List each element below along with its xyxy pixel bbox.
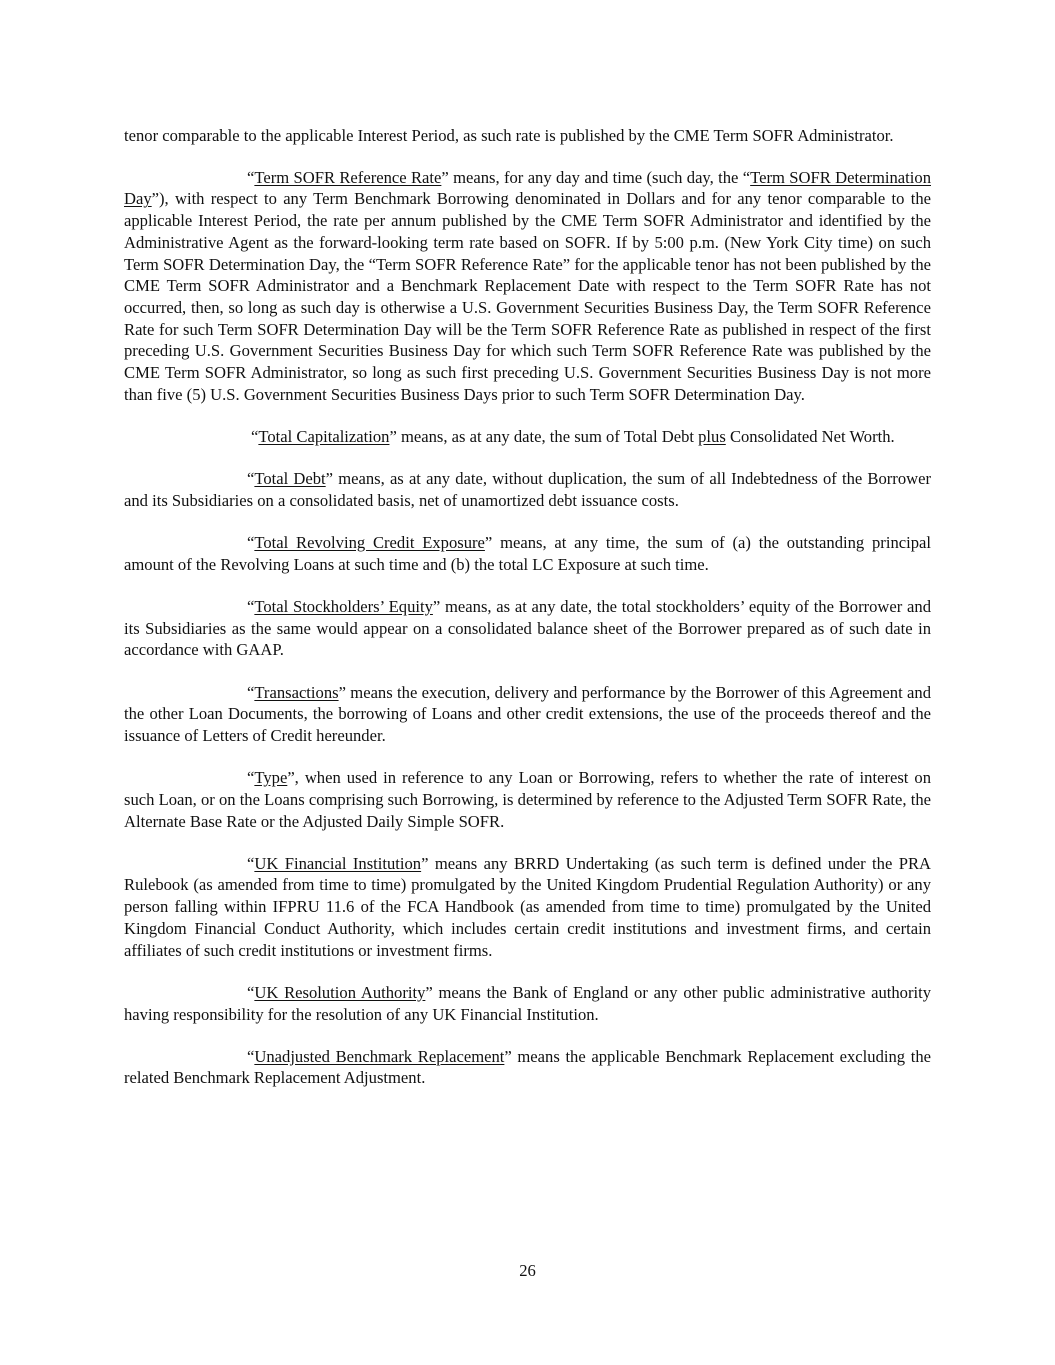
defined-term: Total Revolving Credit Exposure — [254, 533, 485, 553]
text-run: “ — [247, 469, 255, 489]
defined-term: Term SOFR Determination Day — [124, 167, 931, 209]
defined-term: Total Stockholders’ Equity — [254, 596, 433, 616]
text-run: ”), with respect to any Term Benchmark Borrowing denominated in Dollars and for any tenor comparable to the applicable Interest Period, the rate per annum published by the CME Term SOFR Administrator and identified by the Administrative Agent as the forward-looking term rate based on SOFR. If by 5:00 p.m. (New York City time) on such Term SOFR Determination Day, the “Term SOFR Reference Rate” for the applicable tenor has not been published by the CME Term SOFR Administrator and a Benchmark Replacement Date with respect to the Term SOFR Rate has not occurred, then, so long as such day is otherwise a U.S. Government Securities Business Day, the Term SOFR Reference Rate for such Term SOFR Determination Day will be the Term SOFR Reference Rate as published in respect of the first preceding U.S. Government Securities Business Day for which such Term SOFR Reference Rate was published by the CME Term SOFR Administrator, so long as such first preceding U.S. Government Securities Business Day is not more than five (5) U.S. Government Securities Business Days prior to such Term SOFR Determination Day. — [124, 189, 931, 404]
document-body — [124, 125, 931, 1110]
definition-total-capitalization — [124, 426, 931, 448]
definition-transactions — [124, 682, 931, 747]
defined-term: UK Financial Institution — [254, 853, 422, 873]
text-run: tenor comparable to the applicable Interest Period, as such rate is published by the CME Term SOFR Administrator. — [124, 126, 894, 145]
text-run: ” means any BRRD Undertaking (as such term is defined under the PRA Rulebook (as amended from time to time) promulgated by the United Kingdom Prudential Regulation Authority) or any person falling within IFPRU 11.6 of the FCA Handbook (as amended from time to time) promulgated by the United Kingdom Financial Conduct Authority, which includes certain credit institutions and investment firms, and certain affiliates of such credit institutions or investment firms. — [124, 853, 931, 960]
defined-term: Type — [254, 768, 288, 788]
text-run: ” means, at any time, the sum of (a) the outstanding principal amount of the Revolving Loans at such time and (b) the total LC Exposure at such time. — [124, 533, 931, 574]
text-run: ” means, as at any date, without duplication, the sum of all Indebtedness of the Borrower and its Subsidiaries on a consolidated basis, net of unamortized debt issuance costs. — [124, 469, 931, 510]
text-run: “ — [247, 533, 255, 553]
defined-term: UK Resolution Authority — [254, 982, 426, 1002]
text-run: ”, when used in reference to any Loan or Borrowing, refers to whether the rate of interest on such Loan, or on the Loans comprising such Borrowing, is determined by reference to the Adjusted Term SOFR Rate, the Alternate Base Rate or the Adjusted Daily Simple SOFR. — [124, 768, 931, 831]
text-run: “ — [247, 853, 255, 873]
text-run: ” means the applicable Benchmark Replacement excluding the related Benchmark Replacement Adjustment. — [124, 1046, 931, 1088]
defined-term: Total Debt — [254, 469, 326, 489]
text-run: “ — [247, 768, 255, 788]
definition-uk-resolution-authority — [124, 982, 931, 1025]
text-run: “ — [247, 982, 255, 1002]
definition-total-revolving-credit-exposure — [124, 532, 931, 575]
definition-term-sofr-reference-rate — [124, 167, 931, 406]
text-run: “ — [251, 426, 259, 446]
definition-type — [124, 767, 931, 832]
text-run: “ — [247, 1046, 255, 1066]
definition-total-debt — [124, 468, 931, 511]
paragraph-tenor-continuation — [124, 125, 931, 147]
definition-unadjusted-benchmark-replacement — [124, 1046, 931, 1089]
text-run: ” means the execution, delivery and performance by the Borrower of this Agreement and the other Loan Documents, the borrowing of Loans and other credit extensions, the use of the proceeds thereof and the issuance of Letters of Credit hereunder. — [124, 682, 931, 745]
defined-term: Unadjusted Benchmark Replacement — [254, 1046, 505, 1066]
text-run: Consolidated Net Worth. — [725, 426, 895, 446]
text-run: ” means, as at any date, the sum of Total Debt — [389, 426, 699, 446]
text-run: “ — [247, 596, 255, 616]
text-run: “ — [247, 167, 255, 187]
text-run: ” means, as at any date, the total stockholders’ equity of the Borrower and its Subsidiaries as the same would appear on a consolidated balance sheet of the Borrower prepared as of such date in accordance with GAAP. — [124, 596, 931, 660]
defined-term: Total Capitalization — [258, 426, 390, 446]
text-run: “ — [247, 682, 255, 702]
definition-uk-financial-institution — [124, 853, 931, 962]
emphasis-plus: plus — [698, 426, 726, 446]
text-run: ” means, for any day and time (such day, the “ — [441, 167, 751, 187]
defined-term: Transactions — [254, 682, 339, 702]
page-number: 26 — [519, 1261, 536, 1280]
defined-term: Term SOFR Reference Rate — [254, 167, 442, 187]
definition-total-stockholders-equity — [124, 596, 931, 661]
text-run: ” means the Bank of England or any other public administrative authority having responsibility for the resolution of any UK Financial Institution. — [124, 982, 931, 1024]
